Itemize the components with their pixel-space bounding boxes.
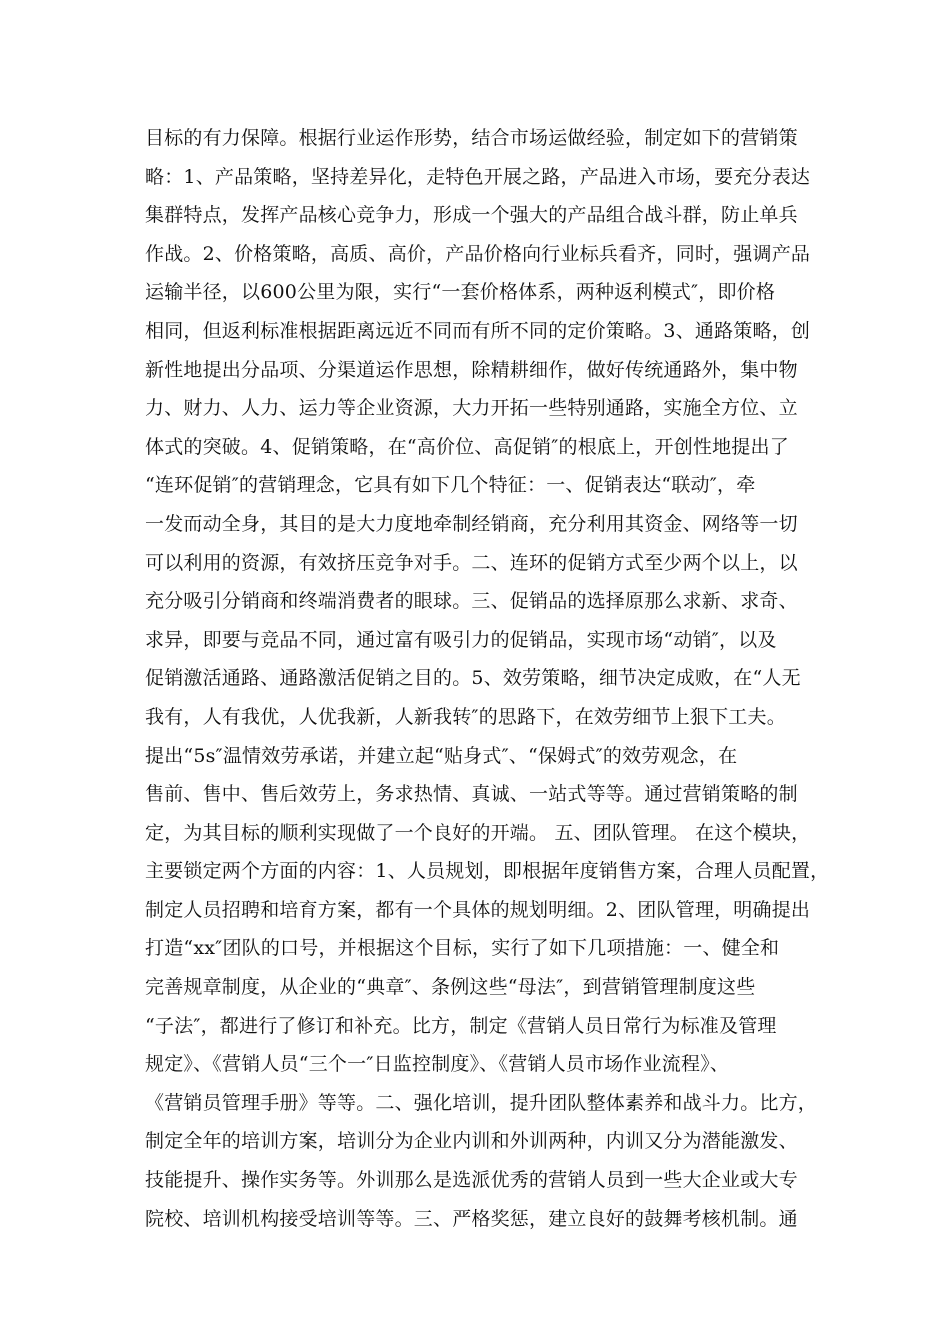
text-line: 制定全年的培训方案，培训分为企业内训和外训两种，内训又分为潜能激发、 xyxy=(145,1130,798,1153)
text-line: 可以利用的资源，有效挤压竞争对手。二、连环的促销方式至少两个以上，以 xyxy=(145,551,798,574)
text-line: 求异，即要与竞品不同，通过富有吸引力的促销品，实现市场“动销″，以及 xyxy=(145,628,777,651)
text-line: 打造“xx″团队的口号，并根据这个目标，实行了如下几项措施：一、健全和 xyxy=(145,937,780,960)
text-line: 提出“5s″温情效劳承诺，并建立起“贴身式″、“保姆式″的效劳观念，在 xyxy=(145,744,738,767)
text-line: 主要锁定两个方面的内容：1、人员规划，即根据年度销售方案，合理人员配置， xyxy=(145,860,830,883)
text-line: 规定》、《营销人员“三个一″日监控制度》、《营销人员市场作业流程》、 xyxy=(145,1053,730,1076)
text-line: 作战。2、价格策略，高质、高价，产品价格向行业标兵看齐，同时，强调产品 xyxy=(145,242,811,265)
text-line: 相同，但返利标准根据距离远近不同而有所不同的定价策略。3、通路策略，创 xyxy=(145,319,811,342)
text-line: 售前、售中、售后效劳上，务求热情、真诚、一站式等等。通过营销策略的制 xyxy=(145,783,798,806)
text-line: 促销激活通路、通路激活促销之目的。5、效劳策略，细节决定成败，在“人无 xyxy=(145,667,801,690)
text-line: 完善规章制度，从企业的“典章″、条例这些“母法″，到营销管理制度这些 xyxy=(145,976,756,999)
text-line: 院校、培训机构接受培训等等。三、严格奖惩，建立良好的鼓舞考核机制。通 xyxy=(145,1207,798,1230)
text-line: 略：1、产品策略，坚持差异化，走特色开展之路，产品进入市场，要充分表达 xyxy=(145,165,811,188)
text-line: 我有，人有我优，人优我新，人新我转″的思路下，在效劳细节上狠下工夫。 xyxy=(145,705,786,728)
text-line: 充分吸引分销商和终端消费者的眼球。三、促销品的选择原那么求新、求奇、 xyxy=(145,590,798,613)
text-line: 定，为其目标的顺利实现做了一个良好的开端。 五、团队管理。 在这个模块， xyxy=(145,821,811,844)
text-line: 制定人员招聘和培育方案，都有一个具体的规划明细。2、团队管理，明确提出 xyxy=(145,898,811,921)
text-line: 力、财力、人力、运力等企业资源，大力开拓一些特别通路，实施全方位、立 xyxy=(145,397,798,420)
text-line: 《营销员管理手册》等等。二、强化培训，提升团队整体素养和战斗力。比方， xyxy=(145,1091,818,1114)
text-line: “连环促销″的营销理念，它具有如下几个特征：一、促销表达“联动″，牵 xyxy=(145,474,756,497)
text-line: 集群特点，发挥产品核心竞争力，形成一个强大的产品组合战斗群，防止单兵 xyxy=(145,204,798,227)
text-line: 目标的有力保障。根据行业运作形势，结合市场运做经验，制定如下的营销策 xyxy=(145,127,798,149)
text-line: 一发而动全身，其目的是大力度地牵制经销商，充分利用其资金、网络等一切 xyxy=(145,512,798,535)
text-line: 技能提升、操作实务等。外训那么是选派优秀的营销人员到一些大企业或大专 xyxy=(145,1169,798,1192)
text-line: 运输半径，以600公里为限，实行“一套价格体系，两种返利模式″，即价格 xyxy=(145,281,776,304)
text-line: 体式的突破。4、促销策略，在“高价位、高促销″的根底上，开创性地提出了 xyxy=(145,435,789,458)
text-line: 新性地提出分品项、分渠道运作思想，除精耕细作，做好传统通路外，集中物 xyxy=(145,358,798,381)
text-line: “子法″，都进行了修订和补充。比方，制定《营销人员日常行为标准及管理 xyxy=(145,1014,777,1037)
document-body xyxy=(145,119,830,1238)
